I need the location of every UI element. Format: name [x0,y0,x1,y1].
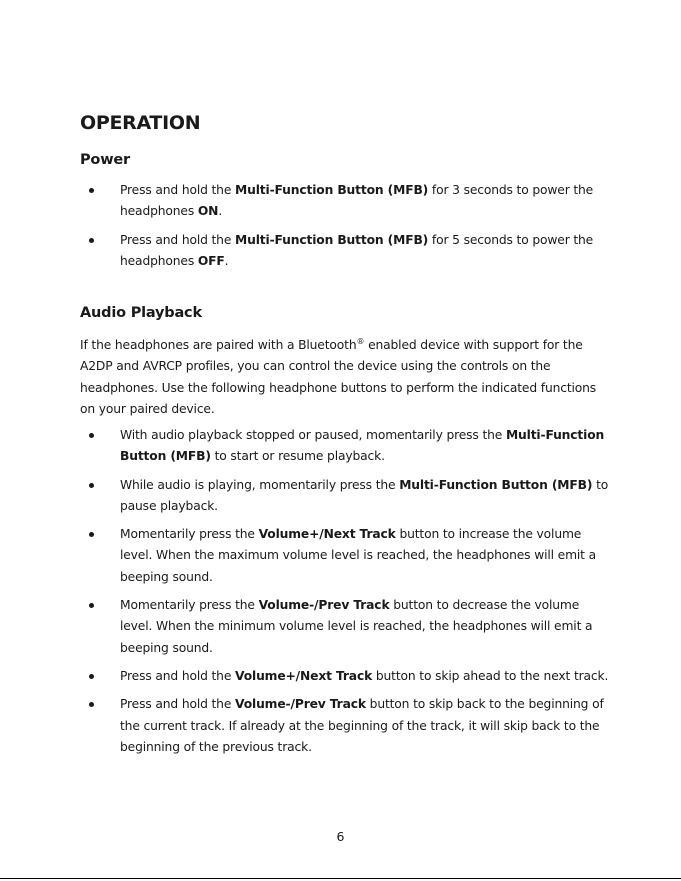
bold-term: ON [197,204,219,219]
page-number: 6 [336,829,345,844]
bottom-divider [0,878,681,879]
audio-intro-paragraph: If the headphones are paired with a Bluetooth® enabled device with support for the A2DP and AVRCP profiles, you can control the device using the controls on the headphones. Use the following headphone buttons to perform the indicated functions on your paired device. [80,337,597,416]
bullet-icon [89,674,94,679]
bullet-icon [89,238,94,243]
list-item: While audio is playing, momentarily press the Multi-Function Button (MFB) to pause playback. [80,475,610,518]
bold-term: OFF [197,253,225,268]
list-item: Press and hold the Multi-Function Button (MFB) for 3 seconds to power the headphones ON. [80,180,610,223]
bullet-icon [89,532,94,537]
bullet-icon [89,603,94,608]
bullet-icon [89,702,94,707]
bullet-icon [89,188,94,193]
list-item: Momentarily press the Volume+/Next Track button to increase the volume level. When the maximum volume level is reached, the headphones will emit a beeping sound. [80,524,610,588]
bold-term: Volume+/Next Track [258,527,396,542]
list-item: Press and hold the Multi-Function Button (MFB) for 5 seconds to power the headphones OFF. [80,230,610,273]
audio-playback-heading: Audio Playback [80,305,202,321]
bullet-icon [89,433,94,438]
bold-term: Multi-Function Button (MFB) [399,477,593,492]
bold-term: Multi-Function Button (MFB) [235,232,429,247]
section-heading: OPERATION [80,112,201,134]
bold-term: Multi-Function Button (MFB) [120,428,605,464]
bold-term: Volume-/Prev Track [258,598,390,613]
list-item: Momentarily press the Volume-/Prev Track button to decrease the volume level. When the minimum volume level is reached, the headphones will emit a beeping sound. [80,595,610,659]
bold-term: Volume+/Next Track [235,668,373,683]
audio-list [80,425,610,765]
registered-mark: ® [356,337,365,346]
bullet-icon [89,483,94,488]
list-item: Press and hold the Volume+/Next Track button to skip ahead to the next track. [80,666,610,687]
power-list [80,180,610,279]
bold-term: Volume-/Prev Track [235,697,366,712]
bold-term: Multi-Function Button (MFB) [235,183,429,197]
power-heading: Power [80,152,130,168]
list-item: Press and hold the Volume-/Prev Track button to skip back to the beginning of the current track. If already at the beginning of the track, it will skip back to the beginning of the previous track. [80,694,610,758]
list-item: With audio playback stopped or paused, momentarily press the Multi-Function Button (MFB) to start or resume playback. [80,425,610,468]
